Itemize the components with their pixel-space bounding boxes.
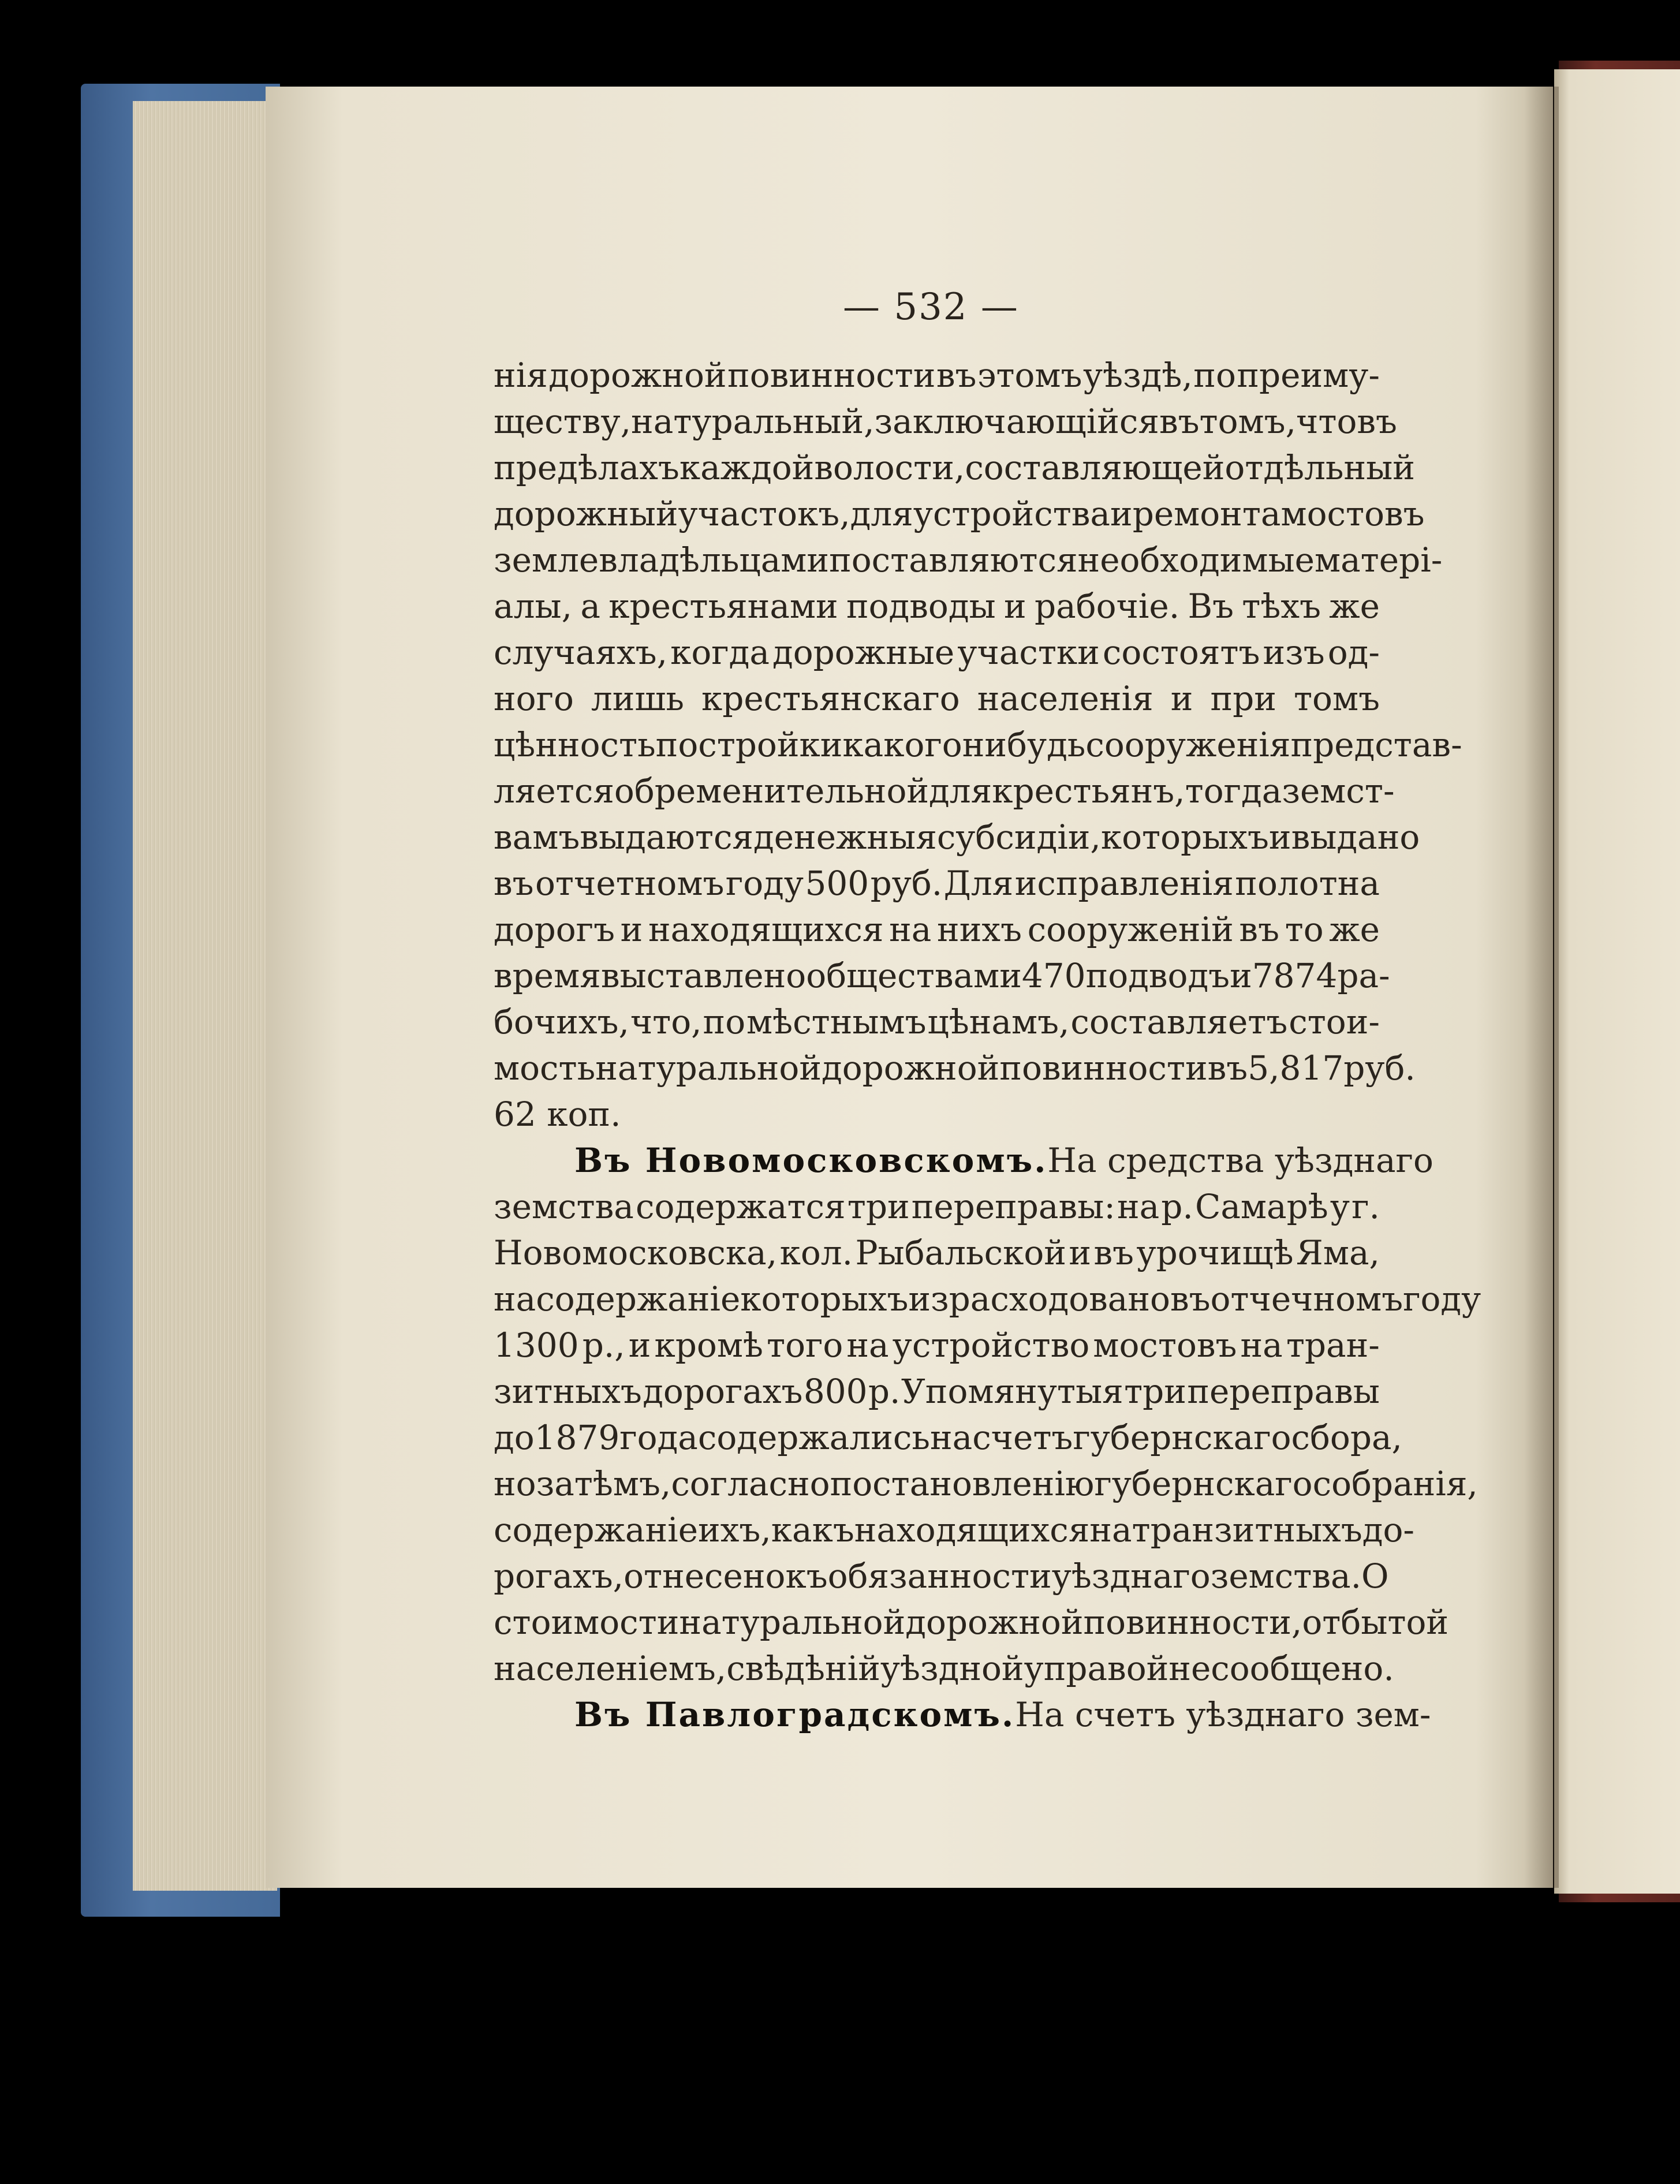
word: повинности xyxy=(999,1048,1208,1088)
word: дорогъ xyxy=(494,910,615,949)
text-line xyxy=(494,352,1380,398)
word: губернскаго xyxy=(1094,1464,1313,1503)
word: по xyxy=(703,1002,746,1041)
word: 7874 xyxy=(1252,956,1338,995)
word: нихъ xyxy=(937,910,1022,949)
word: три xyxy=(847,1187,910,1226)
word: земства. xyxy=(1210,1556,1362,1596)
word: каждой xyxy=(679,448,815,487)
word: стоимости xyxy=(494,1603,680,1642)
word: этомъ xyxy=(977,356,1082,395)
word: Яма, xyxy=(1296,1233,1380,1272)
word: нибудь xyxy=(962,725,1086,764)
word: зитныхъ xyxy=(494,1372,642,1411)
word: въ xyxy=(936,356,977,395)
word: содержались xyxy=(697,1418,930,1457)
text-line xyxy=(494,1461,1478,1507)
word: сооруженія xyxy=(1085,725,1291,764)
word: на xyxy=(1117,1187,1160,1226)
word: О xyxy=(1361,1556,1389,1596)
word: кромѣ xyxy=(654,1326,763,1365)
word: года xyxy=(619,1418,698,1457)
word: руб. xyxy=(1343,1048,1416,1088)
word: 500 xyxy=(805,864,869,903)
word: что xyxy=(1296,402,1357,441)
word: заключающійся xyxy=(874,402,1159,441)
word: на xyxy=(846,1326,889,1365)
text-line xyxy=(494,445,1415,491)
word: крестьянскаго xyxy=(701,679,960,718)
word: уѣздѣ, xyxy=(1082,356,1193,395)
word: ляется xyxy=(494,771,614,811)
text-line xyxy=(494,1368,1380,1414)
word: подводъ xyxy=(1085,956,1230,995)
word: обществами xyxy=(806,956,1022,995)
text-line xyxy=(494,1322,1380,1368)
section-start-novomoskovsk: Въ Новомосковскомъ. На средства уѣзднаго xyxy=(494,1137,1380,1184)
word: 1300 xyxy=(494,1326,579,1365)
word: повинности, xyxy=(1083,1603,1302,1642)
word: какъ xyxy=(771,1510,854,1550)
word: состоятъ xyxy=(1102,633,1260,672)
word: того xyxy=(767,1326,843,1365)
word: натуральной xyxy=(679,1603,906,1642)
word: устройства xyxy=(913,494,1111,533)
word: отбытой xyxy=(1302,1603,1449,1642)
word: ществу, xyxy=(494,402,632,441)
word: на xyxy=(889,910,932,949)
word: денежныя xyxy=(753,817,937,857)
text-line xyxy=(494,1645,1394,1692)
word: же xyxy=(1329,587,1380,626)
word: въ xyxy=(1093,1233,1134,1272)
word: вамъ xyxy=(494,817,580,857)
word: бочихъ, xyxy=(494,1002,629,1041)
word: ного xyxy=(494,679,574,718)
word: томъ xyxy=(1293,679,1380,718)
word: преиму- xyxy=(1237,356,1380,395)
word: рогахъ, xyxy=(494,1556,624,1596)
word: сообщено. xyxy=(1211,1649,1394,1688)
word: до xyxy=(494,1418,535,1457)
word: у xyxy=(1330,1187,1350,1226)
text-line xyxy=(494,722,1462,768)
word: выставлено xyxy=(600,956,807,995)
word: дорожной xyxy=(548,356,727,395)
word: мостовъ xyxy=(1280,494,1425,533)
word: крестьянъ, xyxy=(992,771,1185,811)
page-number: — 532 — xyxy=(843,286,1019,328)
word: устройство xyxy=(892,1326,1090,1365)
text-line xyxy=(494,1184,1380,1230)
word: Новомосковска, xyxy=(494,1233,778,1272)
word: переправы: xyxy=(911,1187,1115,1226)
word: подводы xyxy=(846,587,996,626)
word: 5,817 xyxy=(1248,1048,1344,1088)
word: постройки xyxy=(655,725,843,764)
word: матері- xyxy=(1314,540,1443,580)
word: землевладѣльцами xyxy=(494,540,830,580)
word: урочищѣ xyxy=(1136,1233,1294,1272)
word: цѣнность xyxy=(494,725,656,764)
word: транзитныхъ xyxy=(1132,1510,1362,1550)
word: исправленія xyxy=(1014,864,1234,903)
word: обязанности xyxy=(827,1556,1052,1596)
text-line xyxy=(494,537,1443,583)
word: то xyxy=(1285,910,1324,949)
word: въ xyxy=(494,864,534,903)
text-line xyxy=(494,1599,1449,1645)
text-line xyxy=(494,583,1380,629)
word: отдѣльный xyxy=(1224,448,1415,487)
word: дорожные xyxy=(772,633,955,672)
text-line xyxy=(494,906,1380,953)
text-line xyxy=(494,629,1380,675)
word: 470 xyxy=(1021,956,1086,995)
word: земст- xyxy=(1282,771,1395,811)
word: году xyxy=(1403,1279,1481,1319)
word: израсходовано xyxy=(908,1279,1170,1319)
text-line: 62 коп. xyxy=(494,1095,621,1134)
word: стои- xyxy=(1289,1002,1380,1041)
word: натуральной xyxy=(595,1048,822,1088)
word: повинности xyxy=(727,356,936,395)
word: губернскаго xyxy=(1073,1418,1291,1457)
word: случаяхъ, xyxy=(494,633,668,672)
word: р., xyxy=(582,1326,625,1365)
text-line xyxy=(494,1414,1402,1461)
word: и xyxy=(1069,1233,1092,1272)
text-line xyxy=(494,768,1395,814)
word: участокъ, xyxy=(678,494,850,533)
word: на xyxy=(1089,1510,1132,1550)
word: 1879 xyxy=(534,1418,620,1457)
word: отчечномъ xyxy=(1210,1279,1403,1319)
word: содержатся xyxy=(635,1187,846,1226)
section-heading: Въ Павлоградскомъ. xyxy=(574,1695,1016,1734)
word: полотна xyxy=(1235,864,1380,903)
word: же xyxy=(1329,910,1380,949)
word: уѣзднаго xyxy=(1051,1556,1211,1596)
text-line xyxy=(494,398,1397,445)
word: для xyxy=(929,771,992,811)
word: когда xyxy=(670,633,770,672)
text-line xyxy=(494,1553,1389,1599)
word: согласно xyxy=(671,1464,830,1503)
word: кол. xyxy=(779,1233,853,1272)
word: въ xyxy=(1239,910,1279,949)
word: Въ xyxy=(1188,587,1234,626)
word: и xyxy=(1110,494,1133,533)
word: свѣдѣній xyxy=(726,1649,880,1688)
word: содержаніе xyxy=(536,1279,741,1319)
word: время xyxy=(494,956,601,995)
word: не xyxy=(1168,1649,1211,1688)
word: которыхъ xyxy=(740,1279,909,1319)
word: натуральный, xyxy=(631,402,875,441)
word: по xyxy=(1193,356,1236,395)
word: томъ, xyxy=(1199,402,1297,441)
word: р. xyxy=(868,1372,901,1411)
word: а xyxy=(580,587,600,626)
word: участки xyxy=(957,633,1100,672)
word: на xyxy=(494,1279,536,1319)
word: субсидіи, xyxy=(936,817,1101,857)
word: при xyxy=(1210,679,1276,718)
text-line xyxy=(494,1230,1380,1276)
word: составляющей xyxy=(965,448,1225,487)
word: и xyxy=(1004,587,1026,626)
word: ремонта xyxy=(1132,494,1281,533)
word: и xyxy=(1170,679,1193,718)
word: Рыбальской xyxy=(855,1233,1066,1272)
word: и xyxy=(1230,956,1252,995)
text-line xyxy=(494,999,1380,1045)
word: цѣнамъ, xyxy=(927,1002,1070,1041)
word: году xyxy=(725,864,804,903)
word: выдаются xyxy=(580,817,754,857)
word: руб. xyxy=(870,864,943,903)
word: три xyxy=(1124,1372,1186,1411)
word: составляетъ xyxy=(1070,1002,1288,1041)
text-line xyxy=(494,1507,1415,1553)
text-line xyxy=(494,1276,1481,1322)
word: на xyxy=(929,1418,973,1457)
word: въ xyxy=(1357,402,1397,441)
word: и xyxy=(1268,817,1291,857)
word: алы, xyxy=(494,587,573,626)
page-body xyxy=(494,352,1481,1738)
section-start-pavlograd: Въ Павлоградскомъ. На счетъ уѣзднаго зем- xyxy=(494,1692,1380,1738)
word: собранія, xyxy=(1312,1464,1478,1503)
page-edges xyxy=(133,101,277,1891)
word: мѣстнымъ xyxy=(746,1002,927,1041)
word: счетъ xyxy=(972,1418,1073,1457)
text-line xyxy=(494,1045,1416,1091)
word: Упомянутыя xyxy=(901,1372,1123,1411)
word: дорожной xyxy=(822,1048,1000,1088)
word: въ xyxy=(1159,402,1200,441)
text-line xyxy=(494,675,1380,722)
word: крестьянами xyxy=(608,587,838,626)
word: лишь xyxy=(591,679,684,718)
text-line xyxy=(494,953,1390,999)
word: населеніемъ, xyxy=(494,1649,727,1688)
word: и xyxy=(620,910,643,949)
word: содержаніе xyxy=(494,1510,699,1550)
word: поставляются xyxy=(829,540,1078,580)
word: Для xyxy=(943,864,1014,903)
word: что, xyxy=(630,1002,702,1041)
facing-page xyxy=(1554,69,1680,1894)
word: но xyxy=(494,1464,536,1503)
word: Самарѣ xyxy=(1194,1187,1328,1226)
word: представ- xyxy=(1290,725,1462,764)
word: волости, xyxy=(814,448,965,487)
word: предѣлахъ xyxy=(494,448,680,487)
word: ра- xyxy=(1337,956,1390,995)
text-line xyxy=(494,860,1380,906)
word: уѣздной xyxy=(880,1649,1024,1688)
word: тѣхъ xyxy=(1242,587,1321,626)
page-gutter-shadow xyxy=(1524,87,1559,1888)
word: мостовъ xyxy=(1093,1326,1237,1365)
word: для xyxy=(850,494,913,533)
text-line xyxy=(494,491,1425,537)
word: нія xyxy=(494,356,548,395)
word: и xyxy=(628,1326,651,1365)
word: земства xyxy=(494,1187,634,1226)
word: сбора, xyxy=(1291,1418,1402,1457)
word: въ xyxy=(1207,1048,1248,1088)
word: сооруженій xyxy=(1027,910,1234,949)
word: мость xyxy=(494,1048,596,1088)
word: обременительной xyxy=(614,771,929,811)
word: 800 xyxy=(803,1372,868,1411)
word: рабочіе. xyxy=(1034,587,1180,626)
word: находящихся xyxy=(854,1510,1090,1550)
word: дорогахъ xyxy=(643,1372,803,1411)
word: какого xyxy=(842,725,962,764)
word: населенія xyxy=(977,679,1153,718)
word: р. xyxy=(1161,1187,1193,1226)
word: ихъ, xyxy=(698,1510,771,1550)
word: необходимые xyxy=(1077,540,1315,580)
section-heading: Въ Новомосковскомъ. xyxy=(574,1141,1048,1180)
word: затѣмъ, xyxy=(536,1464,671,1503)
word: находящихся xyxy=(648,910,884,949)
word: на xyxy=(1240,1326,1283,1365)
text-line xyxy=(494,814,1420,860)
word: до- xyxy=(1362,1510,1415,1550)
word: управой xyxy=(1024,1649,1169,1688)
word: тогда xyxy=(1185,771,1282,811)
word: отнесено xyxy=(624,1556,786,1596)
word: тран- xyxy=(1286,1326,1380,1365)
word: дорожный xyxy=(494,494,678,533)
word: дорожной xyxy=(905,1603,1084,1642)
word: которыхъ xyxy=(1100,817,1269,857)
word: выдано xyxy=(1291,817,1420,857)
word: од- xyxy=(1327,633,1380,672)
word: переправы xyxy=(1187,1372,1380,1411)
word: отчетномъ xyxy=(535,864,725,903)
word: изъ xyxy=(1263,633,1325,672)
word: въ xyxy=(1170,1279,1211,1319)
word: г. xyxy=(1352,1187,1380,1226)
word: къ xyxy=(785,1556,828,1596)
word: постановленію xyxy=(830,1464,1095,1503)
